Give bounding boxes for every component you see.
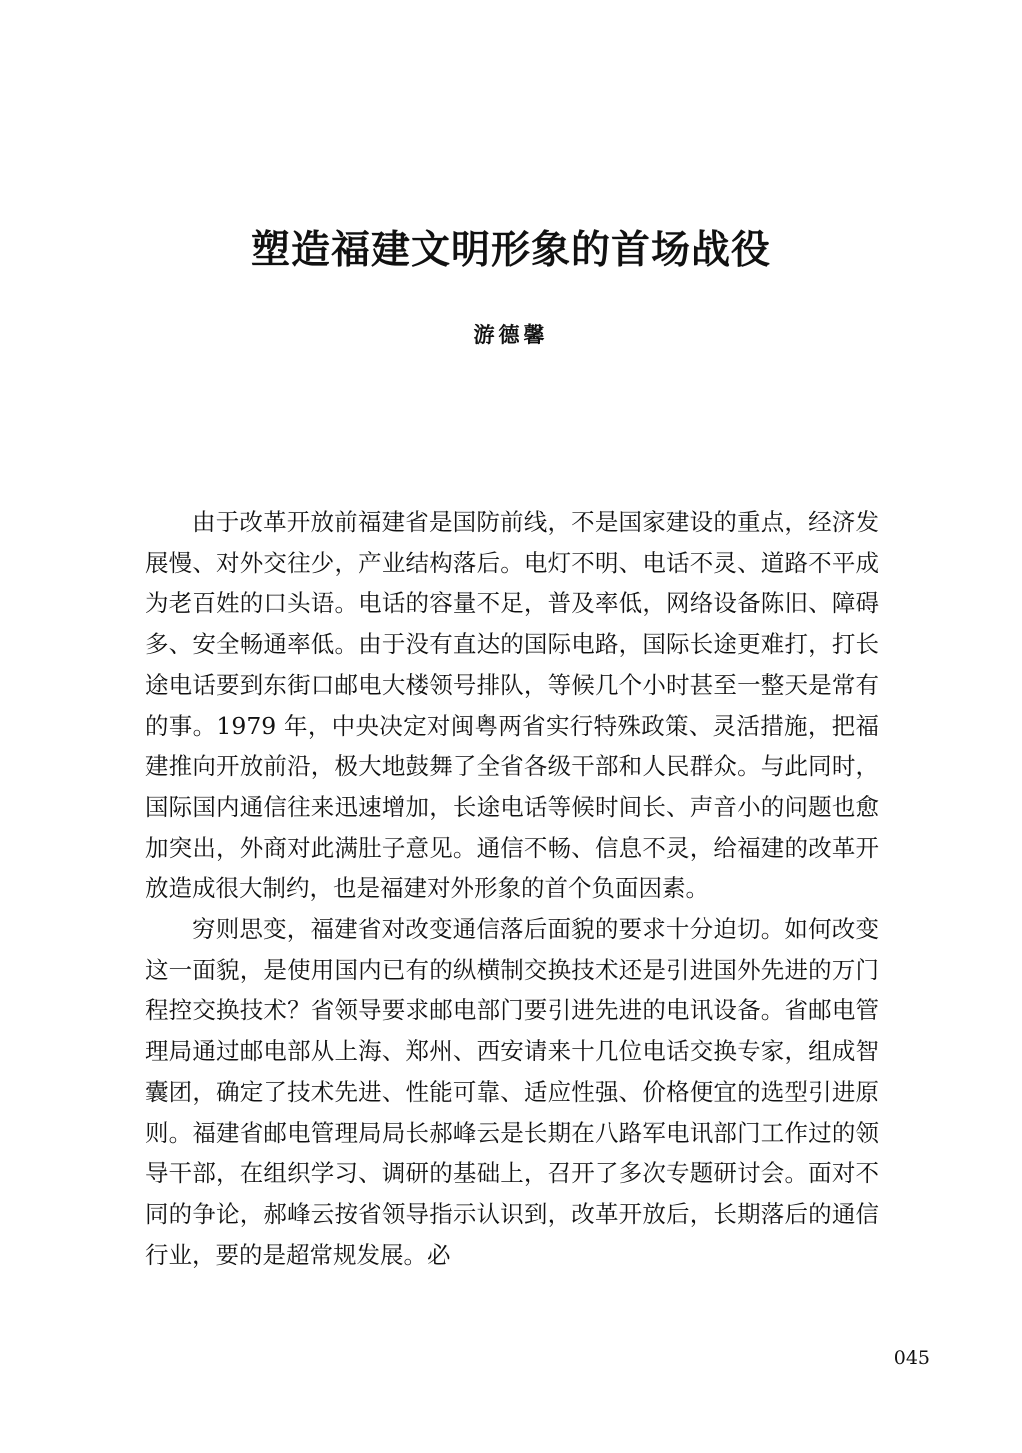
- page-number: 045: [893, 1347, 930, 1369]
- page-title: 塑造福建文明形象的首场战役: [250, 227, 771, 273]
- author-name: 游德馨: [473, 322, 549, 347]
- article-body: [145, 502, 879, 1275]
- paragraph-2: 穷则思变，福建省对改变通信落后面貌的要求十分迫切。如何改变这一面貌，是使用国内已有的纵横制交换技术还是引进国外先进的万门程控交换技术？省领导要求邮电部门要引进先进的电讯设备。省邮电管理局通过邮电部从上海、郑州、西安请来十几位电话交换专家，组成智囊团，确定了技术先进、性能可靠、适应性强、价格便宜的选型引进原则。福建省邮电管理局局长郝峰云是长期在八路军电讯部门工作过的领导干部，在组织学习、调研的基础上，召开了多次专题研讨会。面对不同的争论，郝峰云按省领导指示认识到，改革开放后，长期落后的通信行业，要的是超常规发展。必: [145, 915, 879, 1269]
- paragraph-1: 由于改革开放前福建省是国防前线，不是国家建设的重点，经济发展慢、对外交往少，产业结构落后。电灯不明、电话不灵、道路不平成为老百姓的口头语。电话的容量不足，普及率低，网络设备陈旧、障碍多、安全畅通率低。由于没有直达的国际电路，国际长途更难打，打长途电话要到东街口邮电大楼领号排队，等候几个小时甚至一整天是常有的事。1979 年，中央决定对闽粤两省实行特殊政策、灵活措施，把福建推向开放前沿，极大地鼓舞了全省各级干部和人民群众。与此同时，国际国内通信往来迅速增加，长途电话等候时间长、声音小的问题也愈加突出，外商对此满肚子意见。通信不畅、信息不灵，给福建的改革开放造成很大制约，也是福建对外形象的首个负面因素。: [145, 508, 879, 903]
